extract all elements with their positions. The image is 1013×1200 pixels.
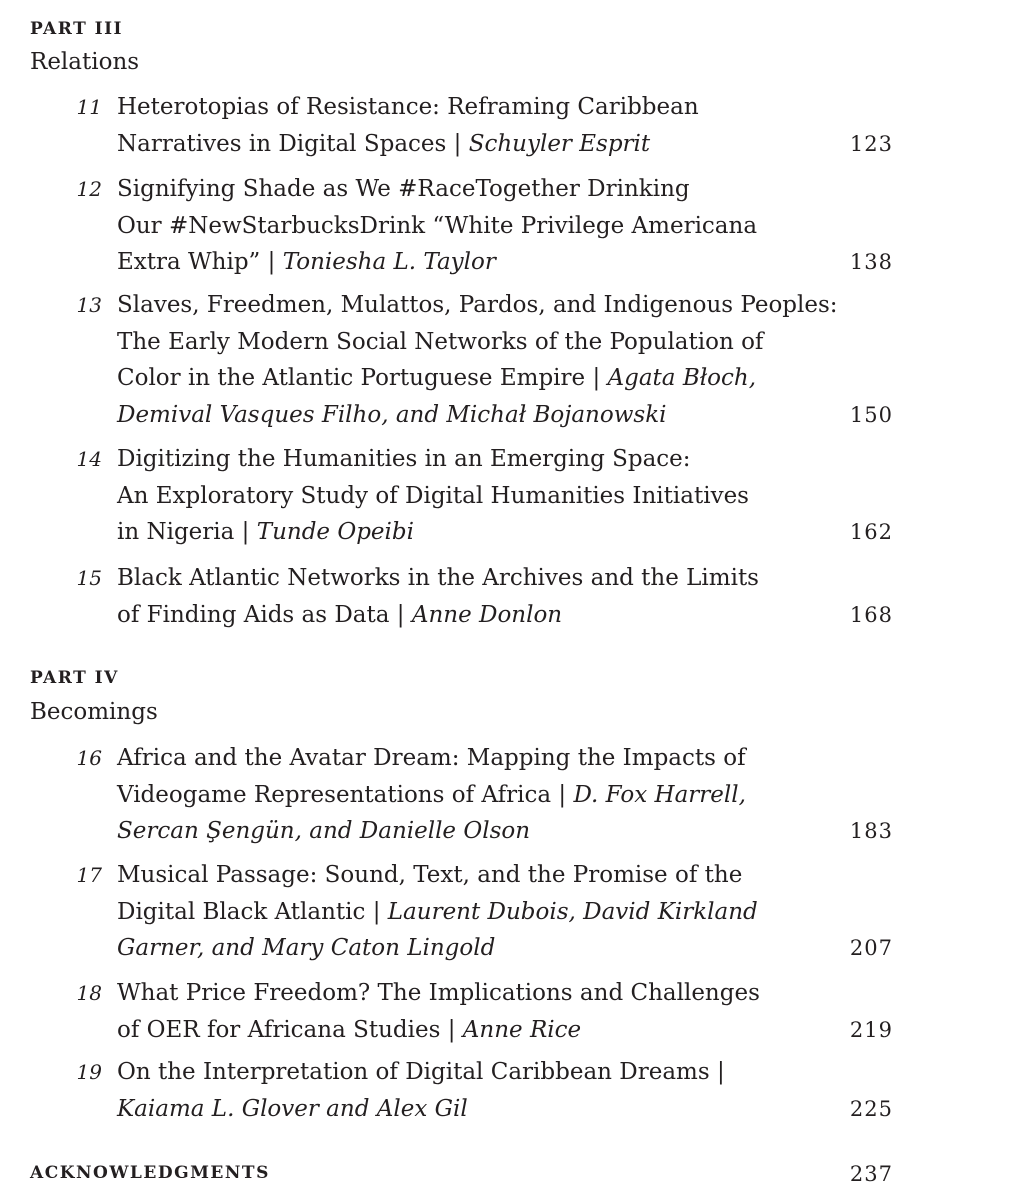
page-number: 168 — [849, 602, 893, 627]
chapter-title-line: of OER for Africana Studies | Anne Rice — [117, 1016, 582, 1043]
chapter-title-line: What Price Freedom? The Implications and Challenges — [117, 980, 760, 1006]
chapter-title-line: Signifying Shade as We #RaceTogether Drinking — [117, 176, 690, 202]
chapter-number: 12 — [76, 177, 102, 201]
chapter-title — [117, 560, 817, 633]
page-number: 138 — [849, 250, 893, 274]
chapter-title-line: Slaves, Freedmen, Mulattos, Pardos, and Indigenous Peoples: — [117, 292, 838, 318]
chapter-author: Garner, and Mary Caton Lingold — [117, 935, 496, 961]
chapter-title — [117, 1054, 817, 1127]
chapter-title-line: Color in the Atlantic Portuguese Empire | Agata Błoch, — [117, 365, 757, 391]
chapter-author: Kaiama L. Glover and Alex Gil — [117, 1095, 468, 1122]
part-label: PART III — [30, 19, 123, 39]
chapter-title-line: Narratives in Digital Spaces | Schuyler Esprit — [117, 130, 651, 157]
chapter-title — [117, 857, 817, 967]
chapter-title-line: Black Atlantic Networks in the Archives and the Limits — [117, 565, 759, 591]
chapter-title-line: The Early Modern Social Networks of the Population of — [117, 328, 764, 355]
chapter-title-line: Musical Passage: Sound, Text, and the Promise of the — [117, 862, 743, 888]
chapter-number: 17 — [76, 863, 102, 887]
chapter-title-line — [117, 1091, 817, 1128]
chapter-number: 15 — [76, 566, 102, 590]
chapter-author: Demival Vasques Filho, and Michał Bojanowski — [117, 401, 667, 428]
chapter-title-line: An Exploratory Study of Digital Humanities Initiatives — [117, 482, 749, 509]
page-number: 207 — [849, 936, 893, 960]
page-number: 219 — [849, 1017, 893, 1042]
chapter-number: 14 — [76, 447, 102, 471]
page-number: 225 — [849, 1096, 893, 1121]
chapter-title-line: Heterotopias of Resistance: Reframing Caribbean — [117, 94, 699, 120]
chapter-author: Anne Rice — [462, 1016, 582, 1043]
acknowledgments-page-number: 237 — [849, 1162, 893, 1186]
chapter-title-line: Our #NewStarbucksDrink “White Privilege Americana — [117, 212, 758, 239]
page-number: 162 — [849, 520, 893, 544]
chapter-title — [117, 89, 817, 162]
acknowledgments-label[interactable]: ACKNOWLEDGMENTS — [30, 1163, 270, 1183]
chapter-author: Tunde Opeibi — [256, 519, 414, 545]
chapter-title — [117, 171, 817, 281]
chapter-number: 18 — [76, 981, 102, 1005]
part-label: PART IV — [30, 668, 119, 688]
chapter-author: Anne Donlon — [411, 601, 563, 628]
chapter-title-line — [117, 930, 817, 967]
chapter-title — [117, 287, 838, 433]
chapter-number: 13 — [76, 293, 102, 317]
chapter-number: 11 — [76, 95, 102, 119]
chapter-title-line: Videogame Representations of Africa | D. Fox Harrell, — [117, 781, 746, 808]
chapter-title-line: Extra Whip” | Toniesha L. Taylor — [117, 249, 496, 275]
chapter-title-line: On the Interpretation of Digital Caribbean Dreams | — [117, 1059, 725, 1085]
chapter-author: Agata Błoch, — [607, 365, 757, 391]
chapter-number: 19 — [76, 1060, 102, 1084]
chapter-author: Sercan Şengün, and Danielle Olson — [117, 818, 531, 844]
part-title: Becomings — [30, 699, 158, 725]
chapter-title-line: Digital Black Atlantic | Laurent Dubois, David Kirkland — [117, 898, 758, 925]
chapter-author: D. Fox Harrell, — [573, 781, 746, 808]
page-number: 183 — [849, 819, 893, 843]
chapter-title — [117, 975, 817, 1048]
chapter-title-line — [117, 813, 817, 850]
chapter-title-line — [117, 397, 817, 434]
chapter-author: Laurent Dubois, David Kirkland — [387, 898, 758, 925]
chapter-title-line: Africa and the Avatar Dream: Mapping the Impacts of — [117, 745, 746, 771]
page-number: 123 — [849, 131, 893, 156]
chapter-title-line: in Nigeria | Tunde Opeibi — [117, 519, 414, 545]
chapter-title-line: of Finding Aids as Data | Anne Donlon — [117, 601, 563, 628]
chapter-title — [117, 740, 817, 850]
chapter-title-line: Digitizing the Humanities in an Emerging Space: — [117, 446, 691, 472]
page-number: 150 — [849, 402, 893, 427]
chapter-author: Toniesha L. Taylor — [282, 249, 496, 275]
part-title: Relations — [30, 49, 140, 75]
chapter-number: 16 — [76, 746, 102, 770]
chapter-title — [117, 441, 817, 551]
chapter-author: Schuyler Esprit — [468, 130, 651, 157]
